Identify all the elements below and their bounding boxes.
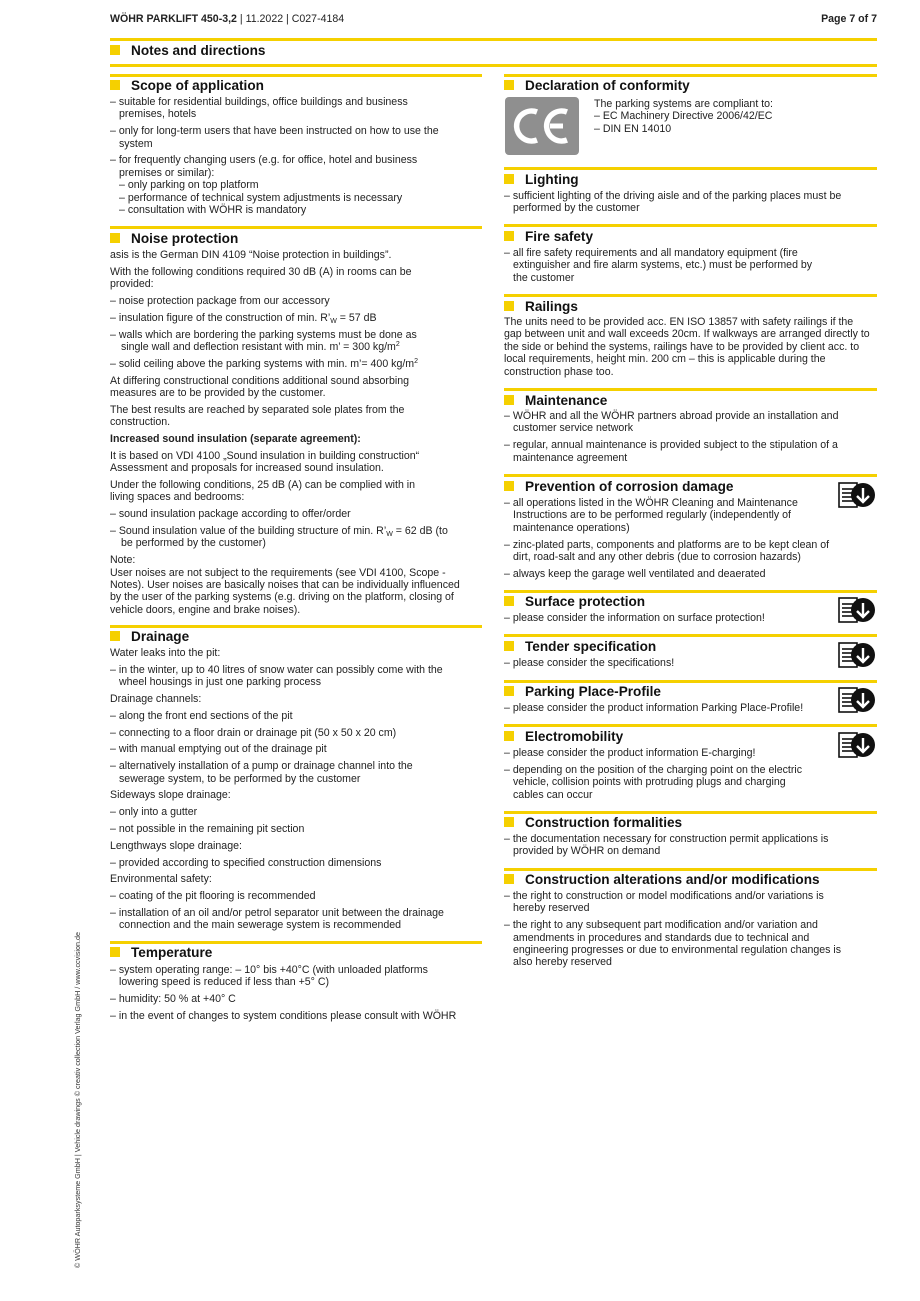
list-item: – for frequently changing users (e.g. for office, hotel and business premises or similar): <box>110 154 418 179</box>
ce-mark-logo <box>505 97 579 155</box>
section-title-noise: Noise protection <box>110 231 238 247</box>
divider <box>504 167 877 170</box>
sub-list-item: – performance of technical system adjustments is necessary <box>119 191 403 204</box>
header-left <box>110 13 344 25</box>
section-title-corrosion: Prevention of corrosion damage <box>504 479 733 495</box>
section-conformity <box>594 98 874 135</box>
list-item: – sufficient lighting of the driving aisle and of the parking places must be performed by the customer <box>504 190 842 215</box>
list-item: – all fire safety requirements and all mandatory equipment (fire extinguisher and fire alarm systems, etc.) must be performed by the customer <box>504 247 813 284</box>
divider <box>110 74 482 77</box>
divider <box>504 388 877 391</box>
list-item: – insulation figure of the construction of min. $R’_W = 57$ dB <box>110 311 377 325</box>
divider <box>110 226 482 229</box>
paragraph: Sideways slope drainage: <box>110 789 231 802</box>
paragraph: With the following conditions required 30 dB (A) in rooms can be provided: <box>110 265 412 291</box>
section-railings <box>504 316 872 382</box>
list-item: – the documentation necessary for construction permit applications is provided by WÖHR on demand <box>504 833 829 858</box>
paragraph: Under the following conditions, 25 dB (A) can be complied with in living spaces and bedrooms: <box>110 479 416 504</box>
list-item: – zinc-plated parts, components and platforms are to be kept clean of dirt, road-salt and any other debris (due to corrosion hazards) <box>504 538 830 564</box>
section-title-profile: Parking Place-Profile <box>504 684 661 700</box>
list-item: – installation of an oil and/or petrol separator unit between the drainage connection and the main sewerage system is recommended <box>110 906 444 932</box>
divider <box>504 590 877 593</box>
section-emobility <box>504 747 824 805</box>
copyright-note: © WÖHR Autoparksysteme GmbH | Vehicle drawings © creativ collection Verlag GmbH / www.ccvision.de <box>73 931 82 1268</box>
list-item: – noise protection package from our accessory <box>110 295 330 307</box>
divider <box>504 74 877 77</box>
page-number: Page 7 of 7 <box>821 13 877 25</box>
paragraph: At differing constructional conditions additional sound absorbing measures are to be provided by the customer. <box>110 374 409 399</box>
list-item: – all operations listed in the WÖHR Cleaning and Maintenance Instructions are to be performed regularly (independently of maintenance operations) <box>504 497 798 534</box>
divider <box>110 64 877 67</box>
paragraph: Lengthways slope drainage: <box>110 839 242 852</box>
list-item: – WÖHR and all the WÖHR partners abroad provide an installation and customer service network <box>504 410 839 435</box>
paragraph: The units need to be provided acc. EN ISO 13857 with safety railings if the gap between unit and wall exceeds 20cm. If walkways are arranged directly to the side or behind the systems, railings have to be provided by client acc. to local requirements, height min. 200 cm – this is applicable during the construction phase too. <box>504 316 870 378</box>
section-marker <box>110 45 120 55</box>
list-item: – please consider the specifications! <box>504 657 675 669</box>
list-item: – system operating range: – 10° bis +40°C (with unloaded platforms lowering speed is reduced if less than +5° C) <box>110 964 428 989</box>
note: User noises are not subject to the requirements (see VDI 4100, Scope - Notes). User noises are basically noises that can be individually influenced by the user of the parking systems (e.g. driving on the platform, closing of vehicle doors, engine and brake noises). <box>110 566 460 616</box>
section-title-drainage: Drainage <box>110 629 189 645</box>
doc-title: WÖHR PARKLIFT 450-3,2 <box>110 13 237 25</box>
divider <box>504 474 877 477</box>
sub-list-item: – only parking on top platform <box>119 179 259 192</box>
document-download-icon[interactable] <box>838 641 876 669</box>
divider <box>110 941 482 944</box>
section-title-emobility: Electromobility <box>504 729 623 745</box>
list-item: – EC Machinery Directive 2006/42/EC <box>594 110 773 123</box>
divider <box>504 680 877 683</box>
divider <box>504 224 877 227</box>
list-item: – please consider the product information Parking Place-Profile! <box>504 702 804 714</box>
doc-meta: | 11.2022 | C027-4184 <box>236 13 345 25</box>
list-item: – not possible in the remaining pit section <box>110 822 305 835</box>
list-item: – solid ceiling above the parking systems with min. m’= 400 $kg/m^2$ <box>110 357 419 370</box>
list-item: – in the event of changes to system conditions please consult with WÖHR <box>110 1010 457 1022</box>
section-surface <box>504 612 834 629</box>
list-item: – connecting to a floor drain or drainage pit (50 x 50 x 20 cm) <box>110 726 397 739</box>
list-item: – in the winter, up to 40 litres of snow water can possibly come with the wheel housings in just one parking process <box>110 663 443 689</box>
paragraph: The best results are reached by separated sole plates from the construction. <box>110 403 405 429</box>
document-download-icon[interactable] <box>838 686 876 714</box>
list-item: – depending on the position of the charging point on the electric vehicle, collision points with protruding plugs and charging cables can occur <box>504 763 803 801</box>
paragraph: Water leaks into the pit: <box>110 647 221 659</box>
section-title-alterations: Construction alterations and/or modifications <box>504 872 820 888</box>
section-title-temperature: Temperature <box>110 945 212 961</box>
list-item: – walls which are bordering the parking systems must be done as single wall and deflection resistant with min. m’ = 300 $kg/m^2$ <box>110 328 417 353</box>
list-item: – along the front end sections of the pit <box>110 709 293 722</box>
paragraph: Environmental safety: <box>110 873 212 886</box>
list-item: – sound insulation package according to offer/order <box>110 508 351 521</box>
list-item: – Sound insulation value of the building structure of min. $R’_W = 62$ dB (to be performed by the customer) <box>110 525 448 550</box>
paragraph: It is based on VDI 4100 „Sound insulation in building construction“ Assessment and proposals for increased sound insulation. <box>110 449 420 475</box>
list-item: – suitable for residential buildings, office buildings and business premises, hotels <box>110 96 408 121</box>
section-title-scope: Scope of application <box>110 78 264 94</box>
divider <box>110 38 877 41</box>
section-drainage <box>110 647 472 936</box>
list-item: – please consider the information on surface protection! <box>504 612 765 624</box>
divider <box>504 811 877 814</box>
paragraph: Drainage channels: <box>110 693 202 705</box>
section-tender <box>504 657 834 674</box>
divider <box>504 868 877 871</box>
list-item: – always keep the garage well ventilated and deaerated <box>504 567 766 580</box>
section-scope <box>110 96 445 216</box>
page-title: Notes and directions <box>110 43 265 59</box>
section-maintenance <box>504 410 864 468</box>
section-title-formalities: Construction formalities <box>504 815 682 831</box>
list-item: – only for long-term users that have been instructed on how to use the system <box>110 125 439 150</box>
page-header <box>110 13 877 27</box>
list-item: – please consider the product information E-charging! <box>504 747 756 759</box>
note-label: Note: <box>110 554 136 567</box>
list-item: – the right to any subsequent part modification and/or variation and amendments in procedures and standards due to technical and engineering progresses or due to environmental regulation changes is also hereby reserved <box>504 919 842 969</box>
divider <box>504 294 877 297</box>
section-title-conformity: Declaration of conformity <box>504 78 690 94</box>
section-temperature <box>110 964 478 1027</box>
document-download-icon[interactable] <box>838 596 876 624</box>
section-lighting <box>504 190 854 219</box>
paragraph: asis is the German DIN 4109 “Noise protection in buildings”. <box>110 249 392 261</box>
section-formalities <box>504 833 869 862</box>
section-alterations <box>504 890 859 973</box>
section-fire <box>504 247 824 289</box>
document-download-icon[interactable] <box>838 481 876 509</box>
divider <box>504 724 877 727</box>
list-item: – with manual emptying out of the drainage pit <box>110 743 327 756</box>
section-title-maintenance: Maintenance <box>504 393 607 409</box>
list-item: – regular, annual maintenance is provided subject to the stipulation of a maintenance agreement <box>504 439 838 464</box>
list-item: – alternatively installation of a pump or drainage channel into the sewerage system, to be performed by the customer <box>110 760 413 785</box>
list-item: – DIN EN 14010 <box>594 122 672 135</box>
section-noise <box>110 249 472 621</box>
document-download-icon[interactable] <box>838 731 876 759</box>
section-corrosion <box>504 497 834 585</box>
list-item: – the right to construction or model modifications and/or variations is hereby reserved <box>504 890 824 915</box>
section-title-railings: Railings <box>504 299 578 315</box>
section-title-lighting: Lighting <box>504 172 579 188</box>
section-title-tender: Tender specification <box>504 639 656 655</box>
sub-list-item: – consultation with WÖHR is mandatory <box>119 204 307 217</box>
paragraph: The parking systems are compliant to: <box>594 98 773 110</box>
section-title-fire: Fire safety <box>504 229 593 245</box>
list-item: – provided according to specified construction dimensions <box>110 856 382 869</box>
divider <box>110 625 482 628</box>
list-item: – coating of the pit flooring is recommended <box>110 890 316 903</box>
list-item: – humidity: 50 % at +40° C <box>110 993 236 1006</box>
subheading: Increased sound insulation (separate agreement): <box>110 433 361 445</box>
section-profile <box>504 702 834 719</box>
section-title-surface: Surface protection <box>504 594 645 610</box>
list-item: – only into a gutter <box>110 806 198 819</box>
divider <box>504 634 877 637</box>
